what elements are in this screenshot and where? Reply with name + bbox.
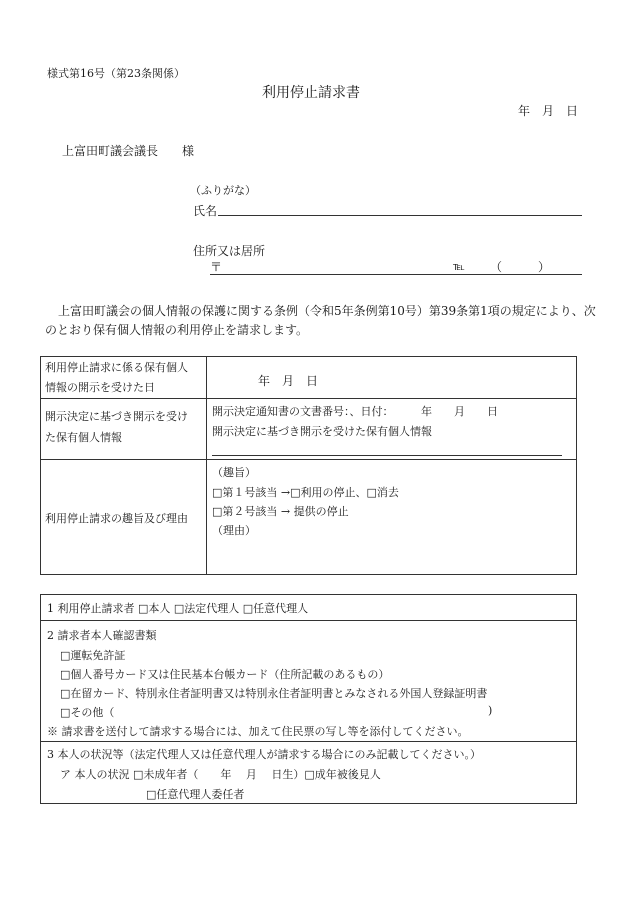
intro-line-1: 上富田町議会の個人情報の保護に関する条例（令和5年条例第10号）第39条第1項の規定により、次: [58, 304, 596, 318]
name-label: 氏名: [193, 204, 218, 218]
id-doc-other-close: ): [488, 704, 493, 717]
row2-label-line2: た保有個人情報: [45, 431, 122, 444]
row2-label-line1: 開示決定に基づき開示を受け: [45, 410, 188, 423]
intro-line-2: のとおり保有個人情報の利用停止を請求します。: [45, 323, 309, 337]
purpose-option-1: □第１号該当 →□利用の停止、□消去: [212, 486, 399, 499]
person-status-line1: ア 本人の状況 □未成年者（ 年 月 日生）□成年被後見人: [60, 768, 381, 781]
request-table-row-sep-2: [40, 459, 577, 460]
form-number: 様式第16号（第23条関係）: [47, 67, 185, 80]
id-docs-title: 2 請求者本人確認書類: [47, 629, 157, 642]
row2-disclosed-info: 開示決定に基づき開示を受けた保有個人情報: [212, 425, 432, 438]
name-underline: [218, 215, 582, 216]
person-status-line2: □任意代理人委任者: [146, 788, 245, 801]
date-line: 年 月 日: [518, 104, 579, 118]
postal-mark: 〒: [210, 260, 223, 274]
id-doc-other: □その他（: [60, 706, 115, 719]
row2-underline: [212, 455, 562, 456]
requester-info-sep-1: [40, 620, 577, 621]
purpose-option-2: □第２号該当 → 提供の停止: [212, 505, 349, 518]
person-status-title: 3 本人の状況等（法定代理人又は任意代理人が請求する場合にのみ記載してください。）: [47, 748, 481, 761]
addressee: 上富田町議会議長 様: [62, 144, 195, 158]
request-table-divider: [206, 356, 207, 575]
address-label: 住所又は居所: [193, 244, 266, 258]
row1-date-value: 年 月 日: [258, 374, 319, 388]
row2-notice-number: 開示決定通知書の文書番号：、日付： 年 月 日: [212, 405, 498, 418]
requester-type-line: 1 利用停止請求者 □本人 □法定代理人 □任意代理人: [47, 602, 309, 615]
tel-label: ℡: [453, 260, 465, 273]
mail-note: ※ 請求書を送付して請求する場合には、加えて住民票の写し等を添付してください。: [47, 725, 469, 738]
tel-parens: （ ）: [490, 260, 551, 274]
page-title: 利用停止請求書: [262, 85, 360, 101]
reason-label: （理由）: [212, 524, 256, 537]
address-underline: [210, 274, 582, 275]
row3-label: 利用停止請求の趣旨及び理由: [45, 512, 188, 525]
id-doc-license: □運転免許証: [60, 649, 126, 662]
id-doc-mynumber: □個人番号カード又は住民基本台帳カード（住所記載のあるもの）: [60, 668, 390, 681]
purpose-label: （趣旨）: [212, 466, 256, 479]
row1-label-line2: 情報の開示を受けた日: [45, 381, 155, 394]
requester-info-sep-2: [40, 741, 577, 742]
request-table-row-sep-1: [40, 398, 577, 399]
id-doc-residence-card: □在留カード、特別永住者証明書又は特別永住者証明書とみなされる外国人登録証明書: [60, 687, 488, 700]
furigana-label: （ふりがな）: [190, 184, 256, 197]
row1-label-line1: 利用停止請求に係る保有個人: [45, 361, 188, 374]
